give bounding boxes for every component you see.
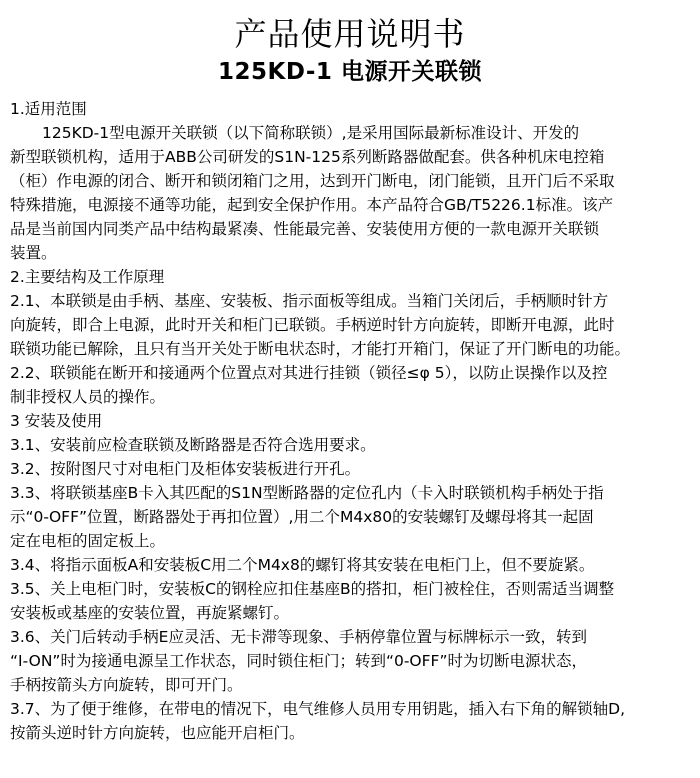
section-heading-scope: 1.适用范围 [10, 100, 87, 118]
body-line: 手柄按箭头方向旋转，即可开门。 [10, 676, 243, 694]
body-line: 3.3、将联锁基座B卡入其匹配的S1N型断路器的定位孔内（卡入时联锁机构手柄处于指 [10, 484, 604, 502]
body-line: 3.1、安装前应检查联锁及断路器是否符合选用要求。 [10, 436, 376, 454]
body-line: 125KD-1型电源开关联锁（以下简称联锁）,是采用国际最新标准设计、开发的 [42, 124, 580, 142]
body-line: 3.2、按附图尺寸对电柜门及柜体安装板进行开孔。 [10, 460, 361, 478]
body-line: 3.5、关上电柜门时，安装板C的钢栓应扣住基座B的搭扣，柜门被栓住，否则需适当调整 [10, 580, 615, 598]
body-line: 按箭头逆时针方向旋转，也应能开启柜门。 [10, 724, 305, 742]
body-line: 安装板或基座的安装位置，再旋紧螺钉。 [10, 604, 290, 622]
body-line: 装置。 [10, 244, 57, 262]
document-subtitle: 125KD-1 电源开关联锁 [218, 59, 482, 85]
document-body [10, 97, 696, 745]
body-line: 示“0-OFF”位置，断路器处于再扣位置）,用二个M4x80的安装螺钉及螺母将其一起固 [10, 508, 594, 526]
body-line: 制非授权人员的操作。 [10, 388, 166, 406]
body-line: 3.4、将指示面板A和安装板C用二个M4x8的螺钉将其安装在电柜门上，但不要旋紧。 [10, 556, 595, 574]
body-line: 定在电柜的固定板上。 [10, 532, 166, 550]
body-line: 新型联锁机构，适用于ABB公司研发的S1N-125系列断路器做配套。供各种机床电控箱 [10, 148, 605, 166]
body-line: 特殊措施，电源接不通等功能，起到安全保护作用。本产品符合GB/T5226.1标准。该产 [10, 196, 614, 214]
body-line: 2.1、本联锁是由手柄、基座、安装板、指示面板等组成。当箱门关闭后，手柄顺时针方 [10, 292, 609, 310]
body-line: 3.7、为了便于维修，在带电的情况下，电气维修人员用专用钥匙，插入右下角的解锁轴D, [10, 700, 626, 718]
section-heading-structure: 2.主要结构及工作原理 [10, 268, 165, 286]
body-line: 2.2、联锁能在断开和接通两个位置点对其进行挂锁（锁径≤φ 5），以防止误操作以及控 [10, 364, 608, 382]
body-line: “Ⅰ-ON”时为接通电源呈工作状态，同时锁住柜门；转到“0-OFF”时为切断电源状态， [10, 652, 587, 670]
body-line: 3.6、关门后转动手柄E应灵活、无卡滞等现象、手柄停靠位置与标牌标示一致，转到 [10, 628, 587, 646]
document-title: 产品使用说明书 [234, 15, 466, 53]
body-line: 品是当前国内同类产品中结构最紧凑、性能最完善、安装使用方便的一款电源开关联锁 [10, 220, 600, 238]
body-line: （柜）作电源的闭合、断开和锁闭箱门之用，达到开门断电，闭门能锁，且开门后不采取 [10, 172, 615, 190]
body-line: 联锁功能已解除，且只有当开关处于断电状态时，才能打开箱门，保证了开门断电的功能。 [10, 340, 631, 358]
section-heading-installation: 3 安装及使用 [10, 412, 103, 430]
body-line: 向旋转，即合上电源，此时开关和柜门已联锁。手柄逆时针方向旋转，即断开电源，此时 [10, 316, 615, 334]
